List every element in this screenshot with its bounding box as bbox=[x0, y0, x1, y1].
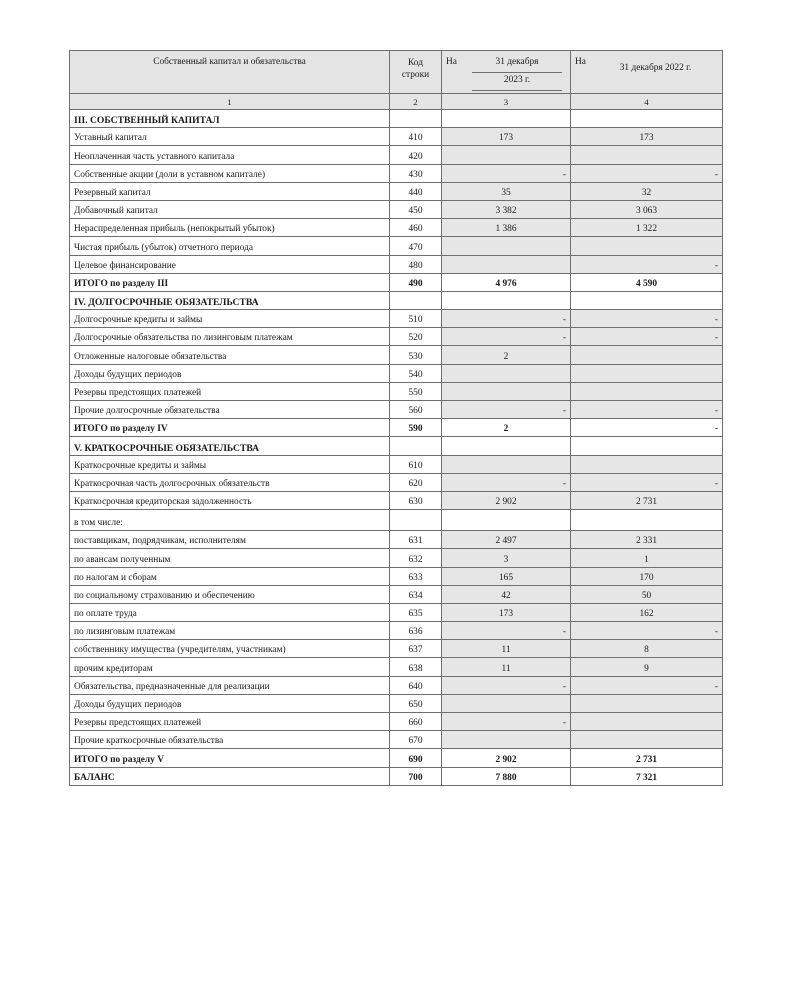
row-label: поставщикам, подрядчикам, исполнителям bbox=[70, 531, 390, 549]
header-2022-date: 31 декабря 2022 г. bbox=[619, 63, 692, 73]
row-code bbox=[390, 437, 442, 455]
row-code: 670 bbox=[390, 731, 442, 749]
row-value-2022: 2 731 bbox=[571, 749, 723, 767]
row-value-2023 bbox=[442, 237, 571, 255]
row-code: 470 bbox=[390, 237, 442, 255]
row-code: 420 bbox=[390, 146, 442, 164]
header-code bbox=[390, 51, 442, 94]
table-row bbox=[70, 658, 723, 676]
row-label: V. КРАТКОСРОЧНЫЕ ОБЯЗАТЕЛЬСТВА bbox=[70, 437, 390, 455]
total-row bbox=[70, 767, 723, 785]
row-label: прочим кредиторам bbox=[70, 658, 390, 676]
row-value-2022 bbox=[571, 364, 723, 382]
row-value-2023 bbox=[442, 455, 571, 473]
table-row bbox=[70, 200, 723, 218]
row-value-2023: 173 bbox=[442, 603, 571, 621]
row-value-2023: - bbox=[442, 401, 571, 419]
header-2023 bbox=[442, 51, 571, 94]
row-value-2022 bbox=[571, 237, 723, 255]
row-value-2023: 2 902 bbox=[442, 491, 571, 509]
row-label: Доходы будущих периодов bbox=[70, 364, 390, 382]
row-label: в том числе: bbox=[70, 510, 390, 531]
row-code: 633 bbox=[390, 567, 442, 585]
row-value-2023: - bbox=[442, 622, 571, 640]
column-number-1: 1 bbox=[70, 94, 390, 110]
header-code-line2: строки bbox=[401, 70, 430, 80]
row-value-2022: 50 bbox=[571, 585, 723, 603]
table-row bbox=[70, 146, 723, 164]
row-code: 480 bbox=[390, 255, 442, 273]
row-value-2023 bbox=[442, 255, 571, 273]
row-label: Краткосрочные кредиты и займы bbox=[70, 455, 390, 473]
row-value-2022: 4 590 bbox=[571, 273, 723, 291]
row-code: 430 bbox=[390, 164, 442, 182]
row-label: Долгосрочные кредиты и займы bbox=[70, 310, 390, 328]
row-code: 520 bbox=[390, 328, 442, 346]
row-code: 637 bbox=[390, 640, 442, 658]
column-number-3: 3 bbox=[442, 94, 571, 110]
row-code: 610 bbox=[390, 455, 442, 473]
row-code bbox=[390, 291, 442, 309]
row-label: ИТОГО по разделу IV bbox=[70, 419, 390, 437]
row-label: Нераспределенная прибыль (непокрытый убыток) bbox=[70, 219, 390, 237]
row-code: 631 bbox=[390, 531, 442, 549]
row-code: 635 bbox=[390, 603, 442, 621]
row-label: Обязательства, предназначенные для реализации bbox=[70, 676, 390, 694]
table-row bbox=[70, 622, 723, 640]
row-value-2022: 1 bbox=[571, 549, 723, 567]
header-2022 bbox=[571, 51, 723, 94]
row-value-2022 bbox=[571, 110, 723, 128]
balance-sheet bbox=[69, 50, 722, 786]
table-row bbox=[70, 255, 723, 273]
balance-table bbox=[69, 50, 723, 786]
row-value-2022: 1 322 bbox=[571, 219, 723, 237]
row-value-2022: - bbox=[571, 164, 723, 182]
row-value-2022: 173 bbox=[571, 128, 723, 146]
row-value-2023: 173 bbox=[442, 128, 571, 146]
row-value-2022: 3 063 bbox=[571, 200, 723, 218]
row-code: 640 bbox=[390, 676, 442, 694]
row-label: Уставный капитал bbox=[70, 128, 390, 146]
table-row bbox=[70, 401, 723, 419]
column-number-row bbox=[70, 94, 723, 110]
table-row bbox=[70, 585, 723, 603]
row-value-2022: 9 bbox=[571, 658, 723, 676]
row-value-2023: 42 bbox=[442, 585, 571, 603]
table-row bbox=[70, 640, 723, 658]
row-value-2023: - bbox=[442, 713, 571, 731]
column-number-2: 2 bbox=[390, 94, 442, 110]
row-value-2022 bbox=[571, 382, 723, 400]
row-value-2023: 7 880 bbox=[442, 767, 571, 785]
row-label: Прочие долгосрочные обязательства bbox=[70, 401, 390, 419]
table-row bbox=[70, 455, 723, 473]
row-value-2022 bbox=[571, 346, 723, 364]
row-value-2023: 2 bbox=[442, 346, 571, 364]
table-row bbox=[70, 603, 723, 621]
row-value-2023: - bbox=[442, 164, 571, 182]
table-header-row bbox=[70, 51, 723, 94]
row-code: 440 bbox=[390, 182, 442, 200]
row-value-2022 bbox=[571, 731, 723, 749]
table-row bbox=[70, 473, 723, 491]
row-value-2022 bbox=[571, 510, 723, 531]
row-code: 636 bbox=[390, 622, 442, 640]
table-row bbox=[70, 694, 723, 712]
row-label: Резервы предстоящих платежей bbox=[70, 382, 390, 400]
row-code: 700 bbox=[390, 767, 442, 785]
row-value-2022: 32 bbox=[571, 182, 723, 200]
row-value-2022: - bbox=[571, 310, 723, 328]
row-value-2022 bbox=[571, 713, 723, 731]
row-label: Чистая прибыль (убыток) отчетного периода bbox=[70, 237, 390, 255]
row-value-2022: 8 bbox=[571, 640, 723, 658]
row-label: Неоплаченная часть уставного капитала bbox=[70, 146, 390, 164]
row-code: 530 bbox=[390, 346, 442, 364]
row-value-2022: - bbox=[571, 419, 723, 437]
row-value-2023: 2 497 bbox=[442, 531, 571, 549]
row-label: IV. ДОЛГОСРОЧНЫЕ ОБЯЗАТЕЛЬСТВА bbox=[70, 291, 390, 309]
row-value-2023: - bbox=[442, 676, 571, 694]
row-code: 650 bbox=[390, 694, 442, 712]
row-value-2023 bbox=[442, 437, 571, 455]
row-code bbox=[390, 110, 442, 128]
row-label: Прочие краткосрочные обязательства bbox=[70, 731, 390, 749]
row-value-2022 bbox=[571, 455, 723, 473]
table-row bbox=[70, 328, 723, 346]
table-row bbox=[70, 364, 723, 382]
row-value-2022: - bbox=[571, 401, 723, 419]
row-code: 634 bbox=[390, 585, 442, 603]
row-label: по лизинговым платежам bbox=[70, 622, 390, 640]
row-label: по авансам полученным bbox=[70, 549, 390, 567]
row-value-2023: 2 bbox=[442, 419, 571, 437]
section-heading-row bbox=[70, 437, 723, 455]
row-value-2023 bbox=[442, 291, 571, 309]
row-value-2023: 35 bbox=[442, 182, 571, 200]
table-row bbox=[70, 567, 723, 585]
row-value-2023 bbox=[442, 364, 571, 382]
row-value-2022: 7 321 bbox=[571, 767, 723, 785]
row-label: по оплате труда bbox=[70, 603, 390, 621]
row-label: Резервы предстоящих платежей bbox=[70, 713, 390, 731]
table-row bbox=[70, 219, 723, 237]
row-value-2022: - bbox=[571, 676, 723, 694]
row-code: 490 bbox=[390, 273, 442, 291]
header-2023-on: На bbox=[446, 57, 457, 67]
row-value-2023: 2 902 bbox=[442, 749, 571, 767]
section-heading-row bbox=[70, 291, 723, 309]
row-label: ИТОГО по разделу III bbox=[70, 273, 390, 291]
row-value-2022: 2 731 bbox=[571, 491, 723, 509]
table-row bbox=[70, 510, 723, 531]
row-value-2022 bbox=[571, 694, 723, 712]
row-label: Добавочный капитал bbox=[70, 200, 390, 218]
row-value-2023 bbox=[442, 510, 571, 531]
header-code-line1: Код bbox=[408, 58, 423, 68]
header-2023-date: 31 декабря bbox=[472, 56, 562, 73]
row-code: 460 bbox=[390, 219, 442, 237]
row-code: 620 bbox=[390, 473, 442, 491]
header-2022-on: На bbox=[575, 57, 586, 67]
table-row bbox=[70, 182, 723, 200]
table-row bbox=[70, 713, 723, 731]
row-label: ИТОГО по разделу V bbox=[70, 749, 390, 767]
row-value-2023: 3 bbox=[442, 549, 571, 567]
row-value-2023: 165 bbox=[442, 567, 571, 585]
table-body bbox=[70, 110, 723, 786]
table-row bbox=[70, 676, 723, 694]
total-row bbox=[70, 749, 723, 767]
total-row bbox=[70, 273, 723, 291]
row-code: 590 bbox=[390, 419, 442, 437]
row-value-2022: 170 bbox=[571, 567, 723, 585]
row-value-2022: - bbox=[571, 622, 723, 640]
table-row bbox=[70, 346, 723, 364]
row-code: 632 bbox=[390, 549, 442, 567]
row-code: 540 bbox=[390, 364, 442, 382]
row-value-2023 bbox=[442, 694, 571, 712]
row-value-2023 bbox=[442, 731, 571, 749]
header-equity-liabilities: Собственный капитал и обязательства bbox=[70, 51, 390, 94]
row-code: 638 bbox=[390, 658, 442, 676]
row-code: 660 bbox=[390, 713, 442, 731]
row-code: 510 bbox=[390, 310, 442, 328]
row-label: Долгосрочные обязательства по лизинговым платежам bbox=[70, 328, 390, 346]
row-label: Собственные акции (доли в уставном капитале) bbox=[70, 164, 390, 182]
row-label: Краткосрочная кредиторская задолженность bbox=[70, 491, 390, 509]
row-value-2022 bbox=[571, 146, 723, 164]
row-value-2022: - bbox=[571, 328, 723, 346]
table-row bbox=[70, 382, 723, 400]
table-row bbox=[70, 731, 723, 749]
row-value-2023: 11 bbox=[442, 640, 571, 658]
table-row bbox=[70, 237, 723, 255]
row-label: Краткосрочная часть долгосрочных обязательств bbox=[70, 473, 390, 491]
row-value-2023: 4 976 bbox=[442, 273, 571, 291]
row-value-2023: 11 bbox=[442, 658, 571, 676]
row-value-2022: 162 bbox=[571, 603, 723, 621]
row-label: Целевое финансирование bbox=[70, 255, 390, 273]
row-code bbox=[390, 510, 442, 531]
row-code: 690 bbox=[390, 749, 442, 767]
table-row bbox=[70, 164, 723, 182]
section-heading-row bbox=[70, 110, 723, 128]
row-label: по социальному страхованию и обеспечению bbox=[70, 585, 390, 603]
table-row bbox=[70, 491, 723, 509]
row-value-2023: - bbox=[442, 473, 571, 491]
row-value-2023: - bbox=[442, 328, 571, 346]
row-value-2022: - bbox=[571, 255, 723, 273]
row-label: Отложенные налоговые обязательства bbox=[70, 346, 390, 364]
row-value-2023: - bbox=[442, 310, 571, 328]
row-code: 450 bbox=[390, 200, 442, 218]
row-value-2023: 1 386 bbox=[442, 219, 571, 237]
row-label: Резервный капитал bbox=[70, 182, 390, 200]
row-code: 550 bbox=[390, 382, 442, 400]
table-row bbox=[70, 549, 723, 567]
row-value-2023 bbox=[442, 382, 571, 400]
row-value-2022 bbox=[571, 437, 723, 455]
column-number-4: 4 bbox=[571, 94, 723, 110]
row-value-2022: - bbox=[571, 473, 723, 491]
table-row bbox=[70, 531, 723, 549]
header-2023-year: 2023 г. bbox=[472, 74, 562, 91]
row-value-2023: 3 382 bbox=[442, 200, 571, 218]
row-value-2023 bbox=[442, 146, 571, 164]
row-code: 410 bbox=[390, 128, 442, 146]
row-code: 560 bbox=[390, 401, 442, 419]
table-row bbox=[70, 310, 723, 328]
row-label: III. СОБСТВЕННЫЙ КАПИТАЛ bbox=[70, 110, 390, 128]
row-label: БАЛАНС bbox=[70, 767, 390, 785]
row-label: по налогам и сборам bbox=[70, 567, 390, 585]
table-row bbox=[70, 128, 723, 146]
row-value-2022 bbox=[571, 291, 723, 309]
row-label: Доходы будущих периодов bbox=[70, 694, 390, 712]
row-code: 630 bbox=[390, 491, 442, 509]
row-value-2023 bbox=[442, 110, 571, 128]
total-row bbox=[70, 419, 723, 437]
row-label: собственнику имущества (учредителям, участникам) bbox=[70, 640, 390, 658]
row-value-2022: 2 331 bbox=[571, 531, 723, 549]
